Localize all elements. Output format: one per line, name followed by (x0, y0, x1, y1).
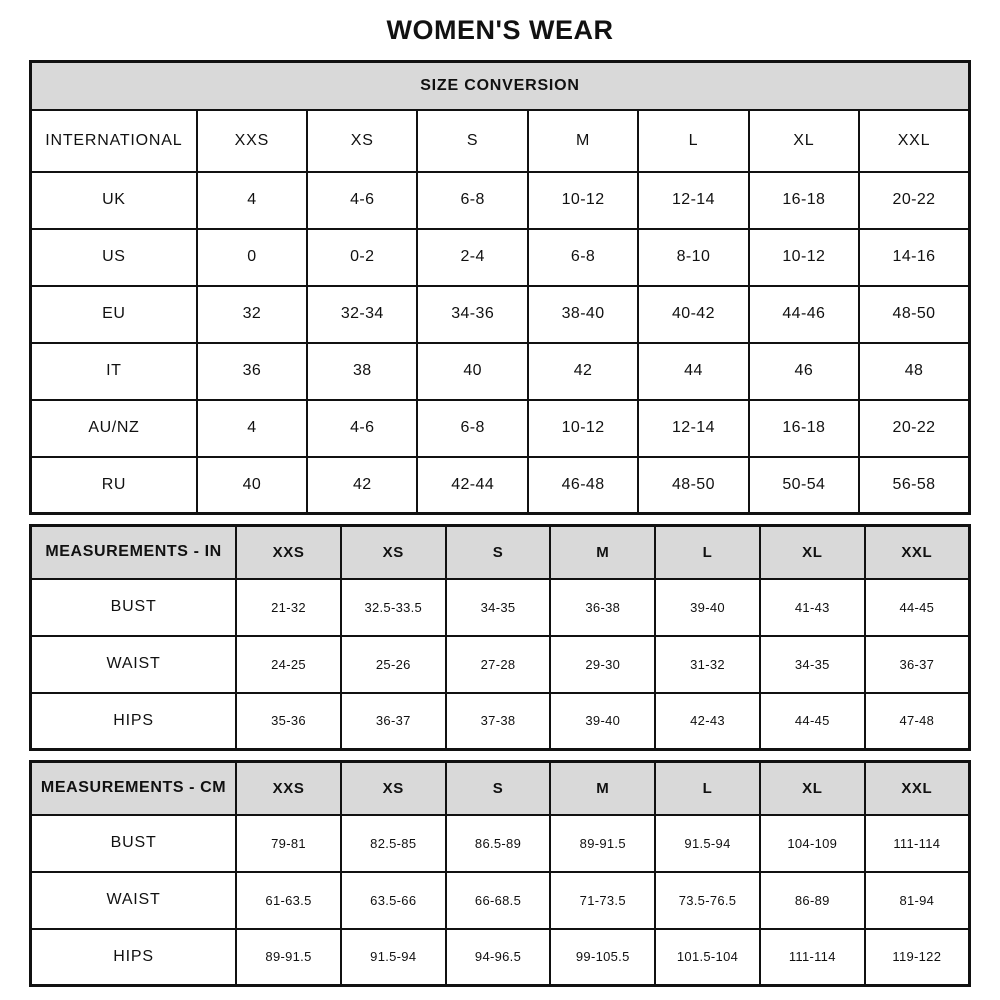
value-cell: 44-46 (749, 286, 859, 343)
value-cell: 63.5-66 (341, 872, 446, 929)
value-cell: 48 (859, 343, 969, 400)
value-cell: 8-10 (638, 229, 748, 286)
value-cell: 99-105.5 (550, 929, 655, 986)
table-row (31, 172, 970, 229)
value-cell: 111-114 (760, 929, 865, 986)
size-header-cell: M (550, 526, 655, 579)
header-row (31, 526, 970, 579)
measurements-cm-table (29, 760, 971, 987)
row-label-cell: WAIST (31, 636, 237, 693)
size-header-cell: S (446, 526, 551, 579)
value-cell: 81-94 (865, 872, 970, 929)
value-cell: 32 (197, 286, 307, 343)
size-header-cell: L (655, 762, 760, 815)
value-cell: 91.5-94 (655, 815, 760, 872)
value-cell: 34-35 (446, 579, 551, 636)
value-cell: 6-8 (417, 172, 527, 229)
value-cell: 36 (197, 343, 307, 400)
banner-row (31, 62, 970, 110)
table-row (31, 636, 970, 693)
value-cell: 4 (197, 400, 307, 457)
value-cell: 71-73.5 (550, 872, 655, 929)
size-header-cell: XL (749, 110, 859, 172)
value-cell: 6-8 (528, 229, 638, 286)
value-cell: 86-89 (760, 872, 865, 929)
value-cell: 42 (528, 343, 638, 400)
value-cell: 42-43 (655, 693, 760, 750)
value-cell: 111-114 (865, 815, 970, 872)
value-cell: 36-37 (341, 693, 446, 750)
size-header-cell: L (655, 526, 760, 579)
value-cell: 82.5-85 (341, 815, 446, 872)
row-label-cell: RU (31, 457, 197, 514)
row-group-header-cell: MEASUREMENTS - CM (31, 762, 237, 815)
value-cell: 42 (307, 457, 417, 514)
size-header-cell: L (638, 110, 748, 172)
value-cell: 56-58 (859, 457, 969, 514)
size-header-cell: XL (760, 526, 865, 579)
row-label-cell: BUST (31, 815, 237, 872)
value-cell: 104-109 (760, 815, 865, 872)
size-header-cell: XS (341, 762, 446, 815)
value-cell: 50-54 (749, 457, 859, 514)
value-cell: 32-34 (307, 286, 417, 343)
value-cell: 44-45 (865, 579, 970, 636)
value-cell: 0-2 (307, 229, 417, 286)
value-cell: 16-18 (749, 400, 859, 457)
table-row (31, 286, 970, 343)
value-cell: 16-18 (749, 172, 859, 229)
value-cell: 39-40 (550, 693, 655, 750)
table-row (31, 457, 970, 514)
value-cell: 73.5-76.5 (655, 872, 760, 929)
value-cell: 41-43 (760, 579, 865, 636)
value-cell: 31-32 (655, 636, 760, 693)
size-conversion-table (29, 60, 971, 515)
value-cell: 34-36 (417, 286, 527, 343)
row-label-cell: WAIST (31, 872, 237, 929)
size-header-cell: XXL (865, 762, 970, 815)
size-header-cell: XXL (865, 526, 970, 579)
value-cell: 36-37 (865, 636, 970, 693)
table-row (31, 693, 970, 750)
size-header-cell: XXS (236, 762, 341, 815)
size-header-cell: XXL (859, 110, 969, 172)
header-row (31, 762, 970, 815)
table-row (31, 929, 970, 986)
size-header-cell: XS (341, 526, 446, 579)
row-label-cell: HIPS (31, 693, 237, 750)
value-cell: 10-12 (749, 229, 859, 286)
size-header-cell: M (550, 762, 655, 815)
table-row (31, 815, 970, 872)
value-cell: 34-35 (760, 636, 865, 693)
value-cell: 40 (197, 457, 307, 514)
row-label-cell: AU/NZ (31, 400, 197, 457)
value-cell: 91.5-94 (341, 929, 446, 986)
value-cell: 12-14 (638, 172, 748, 229)
value-cell: 38 (307, 343, 417, 400)
value-cell: 119-122 (865, 929, 970, 986)
value-cell: 44-45 (760, 693, 865, 750)
value-cell: 27-28 (446, 636, 551, 693)
value-cell: 20-22 (859, 172, 969, 229)
row-label-cell: UK (31, 172, 197, 229)
value-cell: 38-40 (528, 286, 638, 343)
table-row (31, 229, 970, 286)
value-cell: 86.5-89 (446, 815, 551, 872)
size-header-cell: XL (760, 762, 865, 815)
value-cell: 101.5-104 (655, 929, 760, 986)
row-label-cell: EU (31, 286, 197, 343)
size-header-cell: XXS (197, 110, 307, 172)
value-cell: 46 (749, 343, 859, 400)
table-row (31, 343, 970, 400)
size-header-cell: S (417, 110, 527, 172)
value-cell: 61-63.5 (236, 872, 341, 929)
header-row (31, 110, 970, 172)
value-cell: 21-32 (236, 579, 341, 636)
value-cell: 36-38 (550, 579, 655, 636)
value-cell: 14-16 (859, 229, 969, 286)
row-label-cell: US (31, 229, 197, 286)
value-cell: 37-38 (446, 693, 551, 750)
value-cell: 46-48 (528, 457, 638, 514)
value-cell: 40-42 (638, 286, 748, 343)
value-cell: 48-50 (859, 286, 969, 343)
size-header-cell: XS (307, 110, 417, 172)
value-cell: 89-91.5 (550, 815, 655, 872)
row-label-cell: HIPS (31, 929, 237, 986)
size-header-cell: XXS (236, 526, 341, 579)
value-cell: 4 (197, 172, 307, 229)
value-cell: 35-36 (236, 693, 341, 750)
size-header-cell: S (446, 762, 551, 815)
value-cell: 10-12 (528, 172, 638, 229)
page-title: WOMEN'S WEAR (386, 15, 614, 45)
value-cell: 0 (197, 229, 307, 286)
table-banner: SIZE CONVERSION (31, 62, 970, 110)
size-header-cell: M (528, 110, 638, 172)
table-row (31, 400, 970, 457)
value-cell: 29-30 (550, 636, 655, 693)
value-cell: 40 (417, 343, 527, 400)
table-row (31, 872, 970, 929)
value-cell: 42-44 (417, 457, 527, 514)
value-cell: 44 (638, 343, 748, 400)
value-cell: 47-48 (865, 693, 970, 750)
value-cell: 94-96.5 (446, 929, 551, 986)
value-cell: 20-22 (859, 400, 969, 457)
value-cell: 24-25 (236, 636, 341, 693)
measurements-in-table (29, 524, 971, 751)
value-cell: 10-12 (528, 400, 638, 457)
value-cell: 12-14 (638, 400, 748, 457)
value-cell: 2-4 (417, 229, 527, 286)
value-cell: 4-6 (307, 400, 417, 457)
value-cell: 39-40 (655, 579, 760, 636)
value-cell: 48-50 (638, 457, 748, 514)
value-cell: 89-91.5 (236, 929, 341, 986)
row-label-cell: BUST (31, 579, 237, 636)
value-cell: 4-6 (307, 172, 417, 229)
value-cell: 6-8 (417, 400, 527, 457)
value-cell: 66-68.5 (446, 872, 551, 929)
row-group-header-cell: INTERNATIONAL (31, 110, 197, 172)
row-label-cell: IT (31, 343, 197, 400)
row-group-header-cell: MEASUREMENTS - IN (31, 526, 237, 579)
value-cell: 25-26 (341, 636, 446, 693)
value-cell: 79-81 (236, 815, 341, 872)
value-cell: 32.5-33.5 (341, 579, 446, 636)
table-row (31, 579, 970, 636)
